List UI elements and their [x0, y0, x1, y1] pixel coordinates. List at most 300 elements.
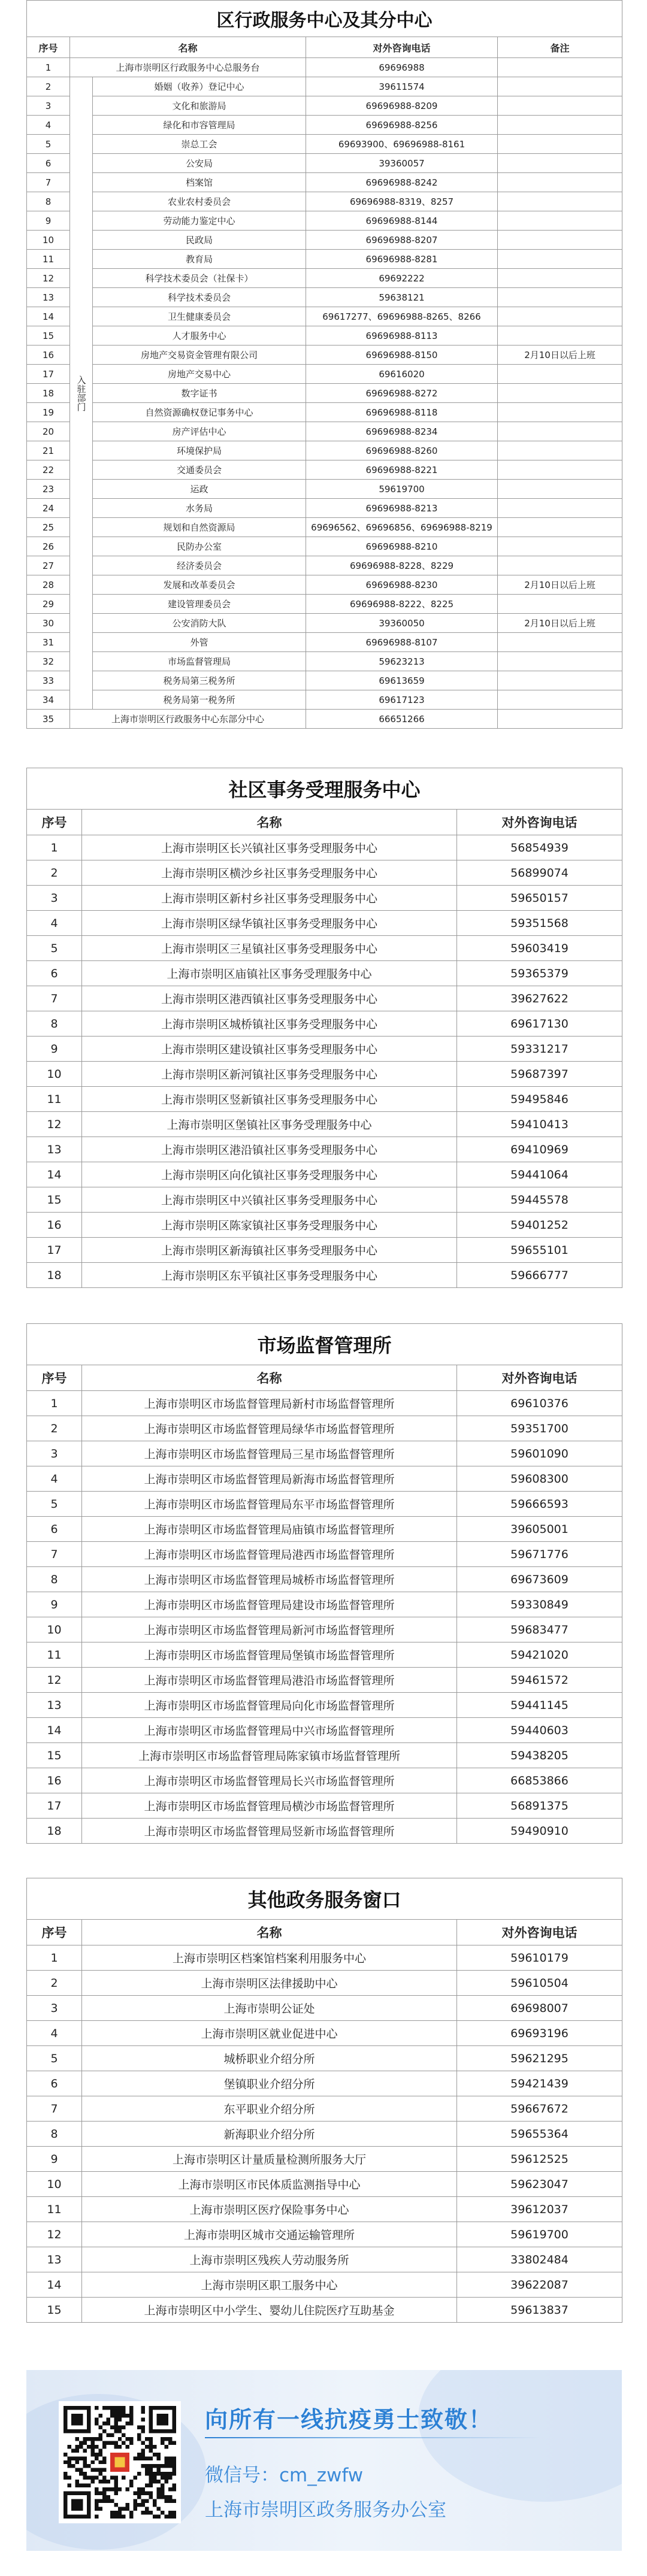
- row-number: 6: [27, 154, 70, 173]
- row-phone: 59612525: [457, 2147, 622, 2172]
- header-no: 序号: [27, 1920, 82, 1945]
- row-number: 8: [27, 1011, 82, 1037]
- table-title: 区行政服务中心及其分中心: [27, 1, 622, 37]
- row-phone: 59421439: [457, 2071, 622, 2096]
- table-row: [27, 671, 622, 690]
- header-note: 备注: [498, 37, 622, 58]
- row-note: [498, 710, 622, 729]
- table-row: [27, 2046, 622, 2071]
- row-number: 8: [27, 192, 70, 211]
- table-row: [27, 1162, 622, 1187]
- row-phone: 39360057: [306, 154, 498, 173]
- table-row: [27, 2272, 622, 2298]
- row-name: 教育局: [93, 250, 306, 269]
- row-phone: 59655364: [457, 2122, 622, 2147]
- row-name: 卫生健康委员会: [93, 307, 306, 326]
- row-name: 上海市崇明区就业促进中心: [82, 2021, 457, 2046]
- row-note: [498, 652, 622, 671]
- row-note: [498, 211, 622, 231]
- table-row: [27, 614, 622, 633]
- row-phone: 69696988-8209: [306, 96, 498, 116]
- row-note: [498, 135, 622, 154]
- row-number: 5: [27, 2046, 82, 2071]
- row-number: 19: [27, 403, 70, 422]
- row-phone: 69696988-8221: [306, 460, 498, 480]
- row-note: [498, 154, 622, 173]
- table-row: [27, 1238, 622, 1263]
- row-number: 26: [27, 537, 70, 556]
- table-row: [27, 480, 622, 499]
- row-phone: 69696988-8213: [306, 499, 498, 518]
- row-phone: 69696988-8256: [306, 116, 498, 135]
- row-name: 房地产交易中心: [93, 365, 306, 384]
- row-note: [498, 384, 622, 403]
- row-phone: 59671776: [457, 1542, 622, 1567]
- row-phone: 33802484: [457, 2247, 622, 2272]
- row-name: 上海市崇明公证处: [82, 1996, 457, 2021]
- table-row: [27, 1971, 622, 1996]
- row-number: 16: [27, 1213, 82, 1238]
- row-number: 18: [27, 1263, 82, 1288]
- table-row: [27, 173, 622, 192]
- row-phone: 59351700: [457, 1416, 622, 1441]
- row-name: 上海市崇明区市场监督管理局绿华市场监督管理所: [82, 1416, 457, 1441]
- table-row: [27, 1642, 622, 1668]
- footer-banner: [26, 2370, 622, 2551]
- row-phone: 69696988-8319、8257: [306, 192, 498, 211]
- table-row: [27, 1263, 622, 1288]
- table-row: [27, 1087, 622, 1112]
- table-row: [27, 346, 622, 365]
- row-number: 13: [27, 1137, 82, 1162]
- row-number: 6: [27, 961, 82, 986]
- row-phone: 39360050: [306, 614, 498, 633]
- table-row: [27, 288, 622, 307]
- header-phone: 对外咨询电话: [457, 810, 622, 835]
- table-row: [27, 1542, 622, 1567]
- header-name: 名称: [82, 1920, 457, 1945]
- row-phone: 69692222: [306, 269, 498, 288]
- org-name: 上海市崇明区政务服务办公室: [205, 2499, 446, 2521]
- row-number: 2: [27, 860, 82, 886]
- row-name: 上海市崇明区行政服务中心总服务台: [70, 58, 306, 77]
- row-phone: 69617123: [306, 690, 498, 710]
- row-number: 33: [27, 671, 70, 690]
- row-name: 上海市崇明区市场监督管理局港沿市场监督管理所: [82, 1668, 457, 1693]
- table-row: [27, 192, 622, 211]
- table-row: [27, 690, 622, 710]
- row-name: 上海市崇明区三星镇社区事务受理服务中心: [82, 936, 457, 961]
- row-name: 发展和改革委员会: [93, 575, 306, 595]
- qr-code-icon[interactable]: [59, 2401, 181, 2523]
- row-name: 上海市崇明区绿华镇社区事务受理服务中心: [82, 911, 457, 936]
- row-name: 上海市崇明区堡镇社区事务受理服务中心: [82, 1112, 457, 1137]
- table-row: [27, 835, 622, 860]
- row-phone: 66853866: [457, 1768, 622, 1793]
- row-phone: 56854939: [457, 835, 622, 860]
- row-number: 35: [27, 710, 70, 729]
- header-no: 序号: [27, 810, 82, 835]
- divider: [205, 2437, 540, 2438]
- row-note: [498, 231, 622, 250]
- row-phone: 59440603: [457, 1718, 622, 1743]
- row-phone: 59490910: [457, 1819, 622, 1844]
- row-name: 上海市崇明区职工服务中心: [82, 2272, 457, 2298]
- row-phone: 59683477: [457, 1617, 622, 1642]
- row-phone: 59495846: [457, 1087, 622, 1112]
- table-row: [27, 1567, 622, 1592]
- row-name: 堡镇职业介绍分所: [82, 2071, 457, 2096]
- row-name: 上海市崇明区市场监督管理局新海市场监督管理所: [82, 1466, 457, 1492]
- table-row: [27, 307, 622, 326]
- row-number: 7: [27, 2096, 82, 2122]
- row-phone: 69696988-8234: [306, 422, 498, 441]
- row-phone: 59613837: [457, 2298, 622, 2323]
- row-phone: 69696562、69696856、69696988-8219: [306, 518, 498, 537]
- table-row: [27, 2298, 622, 2323]
- table-row: [27, 575, 622, 595]
- row-number: 8: [27, 2122, 82, 2147]
- row-name: 上海市崇明区东平镇社区事务受理服务中心: [82, 1263, 457, 1288]
- row-phone: 69613659: [306, 671, 498, 690]
- row-name: 民政局: [93, 231, 306, 250]
- row-name: 上海市崇明区市场监督管理局横沙市场监督管理所: [82, 1793, 457, 1819]
- row-name: 农业农村委员会: [93, 192, 306, 211]
- community-service-section: [26, 768, 622, 1288]
- row-name: 公安局: [93, 154, 306, 173]
- row-number: 10: [27, 1617, 82, 1642]
- row-number: 13: [27, 288, 70, 307]
- row-number: 4: [27, 2021, 82, 2046]
- table-row: [27, 269, 622, 288]
- row-phone: 56891375: [457, 1793, 622, 1819]
- row-name: 科学技术委员会: [93, 288, 306, 307]
- row-name: 上海市崇明区残疾人劳动服务所: [82, 2247, 457, 2272]
- row-name: 上海市崇明区新河镇社区事务受理服务中心: [82, 1062, 457, 1087]
- table-row: [27, 460, 622, 480]
- row-number: 28: [27, 575, 70, 595]
- row-name: 税务局第一税务所: [93, 690, 306, 710]
- row-number: 10: [27, 2172, 82, 2197]
- table-row: [27, 2197, 622, 2222]
- row-note: [498, 326, 622, 346]
- row-number: 20: [27, 422, 70, 441]
- table-row: [27, 1517, 622, 1542]
- row-name: 婚姻（收养）登记中心: [93, 77, 306, 96]
- table-row: [27, 1062, 622, 1087]
- slogan: 向所有一线抗疫勇士致敬！: [205, 2407, 493, 2433]
- row-phone: 69696988-8207: [306, 231, 498, 250]
- row-phone: 59638121: [306, 288, 498, 307]
- row-phone: 69693900、69696988-8161: [306, 135, 498, 154]
- table-row: [27, 886, 622, 911]
- row-name: 新海职业介绍分所: [82, 2122, 457, 2147]
- row-phone: 69696988-8260: [306, 441, 498, 460]
- row-note: [498, 173, 622, 192]
- row-name: 上海市崇明区市场监督管理局中兴市场监督管理所: [82, 1718, 457, 1743]
- row-number: 15: [27, 1187, 82, 1213]
- row-number: 10: [27, 231, 70, 250]
- table-row: [27, 1137, 622, 1162]
- row-name: 上海市崇明区中小学生、婴幼儿住院医疗互助基金: [82, 2298, 457, 2323]
- table-row: [27, 441, 622, 460]
- row-number: 10: [27, 1062, 82, 1087]
- table-row: [27, 1996, 622, 2021]
- wechat-id: 微信号：cm_zwfw: [205, 2465, 364, 2486]
- row-name: 市场监督管理局: [93, 652, 306, 671]
- row-name: 绿化和市容管理局: [93, 116, 306, 135]
- table-row: [27, 595, 622, 614]
- row-note: [498, 671, 622, 690]
- row-phone: 69410969: [457, 1137, 622, 1162]
- header-phone: 对外咨询电话: [457, 1920, 622, 1945]
- row-number: 16: [27, 346, 70, 365]
- header-name: 名称: [82, 1365, 457, 1391]
- row-note: [498, 460, 622, 480]
- table-row: [27, 936, 622, 961]
- table-row: [27, 652, 622, 671]
- table-row: [27, 1768, 622, 1793]
- admin-service-center-table: [26, 0, 622, 729]
- row-number: 2: [27, 77, 70, 96]
- row-name: 上海市崇明区市场监督管理局陈家镇市场监督管理所: [82, 1743, 457, 1768]
- table-row: [27, 1492, 622, 1517]
- row-number: 3: [27, 1996, 82, 2021]
- table-row: [27, 231, 622, 250]
- row-number: 14: [27, 2272, 82, 2298]
- row-phone: 59445578: [457, 1187, 622, 1213]
- table-row: [27, 911, 622, 936]
- row-name: 建设管理委员会: [93, 595, 306, 614]
- row-phone: 69696988-8210: [306, 537, 498, 556]
- row-number: 1: [27, 1945, 82, 1971]
- row-number: 25: [27, 518, 70, 537]
- row-name: 上海市崇明区建设镇社区事务受理服务中心: [82, 1037, 457, 1062]
- row-name: 上海市崇明区市民体质监测指导中心: [82, 2172, 457, 2197]
- row-name: 上海市崇明区竖新镇社区事务受理服务中心: [82, 1087, 457, 1112]
- row-note: 2月10日以后上班: [498, 614, 622, 633]
- row-name: 城桥职业介绍分所: [82, 2046, 457, 2071]
- row-number: 6: [27, 1517, 82, 1542]
- row-phone: 59619700: [306, 480, 498, 499]
- row-number: 15: [27, 1743, 82, 1768]
- table-row: [27, 2222, 622, 2247]
- row-note: [498, 499, 622, 518]
- table-row: [27, 96, 622, 116]
- row-phone: 69698007: [457, 1996, 622, 2021]
- row-name: 上海市崇明区档案馆档案利用服务中心: [82, 1945, 457, 1971]
- row-name: 上海市崇明区市场监督管理局长兴市场监督管理所: [82, 1768, 457, 1793]
- row-note: [498, 288, 622, 307]
- row-phone: 69696988-8228、8229: [306, 556, 498, 575]
- table-row: [27, 2247, 622, 2272]
- row-note: [498, 77, 622, 96]
- row-number: 22: [27, 460, 70, 480]
- row-note: 2月10日以后上班: [498, 346, 622, 365]
- table-row: [27, 860, 622, 886]
- table-row: [27, 1441, 622, 1466]
- market-supervision-table: [26, 1323, 622, 1844]
- row-number: 9: [27, 1037, 82, 1062]
- row-number: 11: [27, 1087, 82, 1112]
- row-number: 13: [27, 2247, 82, 2272]
- row-note: [498, 58, 622, 77]
- row-number: 11: [27, 250, 70, 269]
- row-name: 民防办公室: [93, 537, 306, 556]
- row-phone: 59623047: [457, 2172, 622, 2197]
- row-phone: 59601090: [457, 1441, 622, 1466]
- table-row: [27, 1693, 622, 1718]
- row-note: [498, 365, 622, 384]
- row-phone: 69673609: [457, 1567, 622, 1592]
- row-note: [498, 422, 622, 441]
- table-row: [27, 1037, 622, 1062]
- table-row: [27, 1819, 622, 1844]
- row-phone: 69696988-8118: [306, 403, 498, 422]
- row-note: [498, 116, 622, 135]
- table-title: 其他政务服务窗口: [27, 1878, 622, 1920]
- table-row: [27, 986, 622, 1011]
- table-row: [27, 1743, 622, 1768]
- table-row: [27, 556, 622, 575]
- table-title: 市场监督管理所: [27, 1324, 622, 1365]
- row-name: 上海市崇明区法律援助中心: [82, 1971, 457, 1996]
- row-phone: 69616020: [306, 365, 498, 384]
- row-number: 1: [27, 1391, 82, 1416]
- table-row: [27, 499, 622, 518]
- row-note: [498, 250, 622, 269]
- row-number: 5: [27, 936, 82, 961]
- row-phone: 59623213: [306, 652, 498, 671]
- row-name: 公安消防大队: [93, 614, 306, 633]
- row-phone: 59608300: [457, 1466, 622, 1492]
- row-name: 上海市崇明区城桥镇社区事务受理服务中心: [82, 1011, 457, 1037]
- row-number: 15: [27, 2298, 82, 2323]
- row-number: 13: [27, 1693, 82, 1718]
- row-name: 上海市崇明区向化镇社区事务受理服务中心: [82, 1162, 457, 1187]
- row-number: 1: [27, 58, 70, 77]
- row-number: 31: [27, 633, 70, 652]
- row-name: 文化和旅游局: [93, 96, 306, 116]
- row-phone: 59438205: [457, 1743, 622, 1768]
- row-number: 29: [27, 595, 70, 614]
- row-phone: 59655101: [457, 1238, 622, 1263]
- row-name: 上海市崇明区庙镇社区事务受理服务中心: [82, 961, 457, 986]
- table-row: [27, 2122, 622, 2147]
- row-name: 上海市崇明区医疗保险事务中心: [82, 2197, 457, 2222]
- table-row: [27, 1945, 622, 1971]
- row-name: 上海市崇明区市场监督管理局新村市场监督管理所: [82, 1391, 457, 1416]
- row-number: 12: [27, 269, 70, 288]
- row-number: 12: [27, 2222, 82, 2247]
- table-row: [27, 2147, 622, 2172]
- row-phone: 59331217: [457, 1037, 622, 1062]
- row-number: 2: [27, 1416, 82, 1441]
- row-number: 12: [27, 1668, 82, 1693]
- row-name: 房产评估中心: [93, 422, 306, 441]
- row-name: 上海市崇明区市场监督管理局庙镇市场监督管理所: [82, 1517, 457, 1542]
- row-name: 人才服务中心: [93, 326, 306, 346]
- row-number: 16: [27, 1768, 82, 1793]
- table-row: [27, 116, 622, 135]
- row-number: 7: [27, 986, 82, 1011]
- row-name: 上海市崇明区陈家镇社区事务受理服务中心: [82, 1213, 457, 1238]
- row-phone: 69696988-8144: [306, 211, 498, 231]
- table-row: [27, 1011, 622, 1037]
- row-name: 上海市崇明区长兴镇社区事务受理服务中心: [82, 835, 457, 860]
- row-name: 上海市崇明区城市交通运输管理所: [82, 2222, 457, 2247]
- row-name: 上海市崇明区市场监督管理局东平市场监督管理所: [82, 1492, 457, 1517]
- row-name: 科学技术委员会（社保卡）: [93, 269, 306, 288]
- row-phone: 59610504: [457, 1971, 622, 1996]
- row-number: 5: [27, 1492, 82, 1517]
- row-name: 运政: [93, 480, 306, 499]
- row-number: 9: [27, 211, 70, 231]
- table-row: [27, 384, 622, 403]
- row-phone: 59619700: [457, 2222, 622, 2247]
- table-row: [27, 537, 622, 556]
- header-phone: 对外咨询电话: [457, 1365, 622, 1391]
- row-name: 上海市崇明区市场监督管理局竖新市场监督管理所: [82, 1819, 457, 1844]
- row-name: 上海市崇明区市场监督管理局港西市场监督管理所: [82, 1542, 457, 1567]
- row-name: 自然资源确权登记事务中心: [93, 403, 306, 422]
- row-phone: 69617277、69696988-8265、8266: [306, 307, 498, 326]
- row-number: 14: [27, 1718, 82, 1743]
- row-name: 上海市崇明区港西镇社区事务受理服务中心: [82, 986, 457, 1011]
- row-number: 17: [27, 365, 70, 384]
- row-name: 房地产交易资金管理有限公司: [93, 346, 306, 365]
- row-number: 14: [27, 307, 70, 326]
- header-name: 名称: [82, 810, 457, 835]
- row-name: 水务局: [93, 499, 306, 518]
- row-number: 11: [27, 2197, 82, 2222]
- row-number: 4: [27, 911, 82, 936]
- table-row: [27, 633, 622, 652]
- table-row: [27, 1617, 622, 1642]
- row-number: 3: [27, 96, 70, 116]
- row-number: 4: [27, 1466, 82, 1492]
- row-phone: 39612037: [457, 2197, 622, 2222]
- row-number: 18: [27, 1819, 82, 1844]
- row-number: 34: [27, 690, 70, 710]
- row-phone: 59610179: [457, 1945, 622, 1971]
- table-row: [27, 1391, 622, 1416]
- row-note: [498, 96, 622, 116]
- table-row: [27, 77, 622, 96]
- row-phone: 59650157: [457, 886, 622, 911]
- header-no: 序号: [27, 37, 70, 58]
- row-name: 上海市崇明区中兴镇社区事务受理服务中心: [82, 1187, 457, 1213]
- row-phone: 59666593: [457, 1492, 622, 1517]
- row-note: [498, 690, 622, 710]
- row-name: 档案馆: [93, 173, 306, 192]
- row-number: 1: [27, 835, 82, 860]
- table-row: [27, 1793, 622, 1819]
- row-number: 14: [27, 1162, 82, 1187]
- row-phone: 69617130: [457, 1011, 622, 1037]
- row-phone: 39622087: [457, 2272, 622, 2298]
- row-phone: 69610376: [457, 1391, 622, 1416]
- row-note: [498, 518, 622, 537]
- row-name: 东平职业介绍分所: [82, 2096, 457, 2122]
- row-number: 32: [27, 652, 70, 671]
- table-row: [27, 2172, 622, 2197]
- row-phone: 59365379: [457, 961, 622, 986]
- row-note: 2月10日以后上班: [498, 575, 622, 595]
- row-name: 崇总工会: [93, 135, 306, 154]
- row-phone: 69693196: [457, 2021, 622, 2046]
- row-name: 上海市崇明区横沙乡社区事务受理服务中心: [82, 860, 457, 886]
